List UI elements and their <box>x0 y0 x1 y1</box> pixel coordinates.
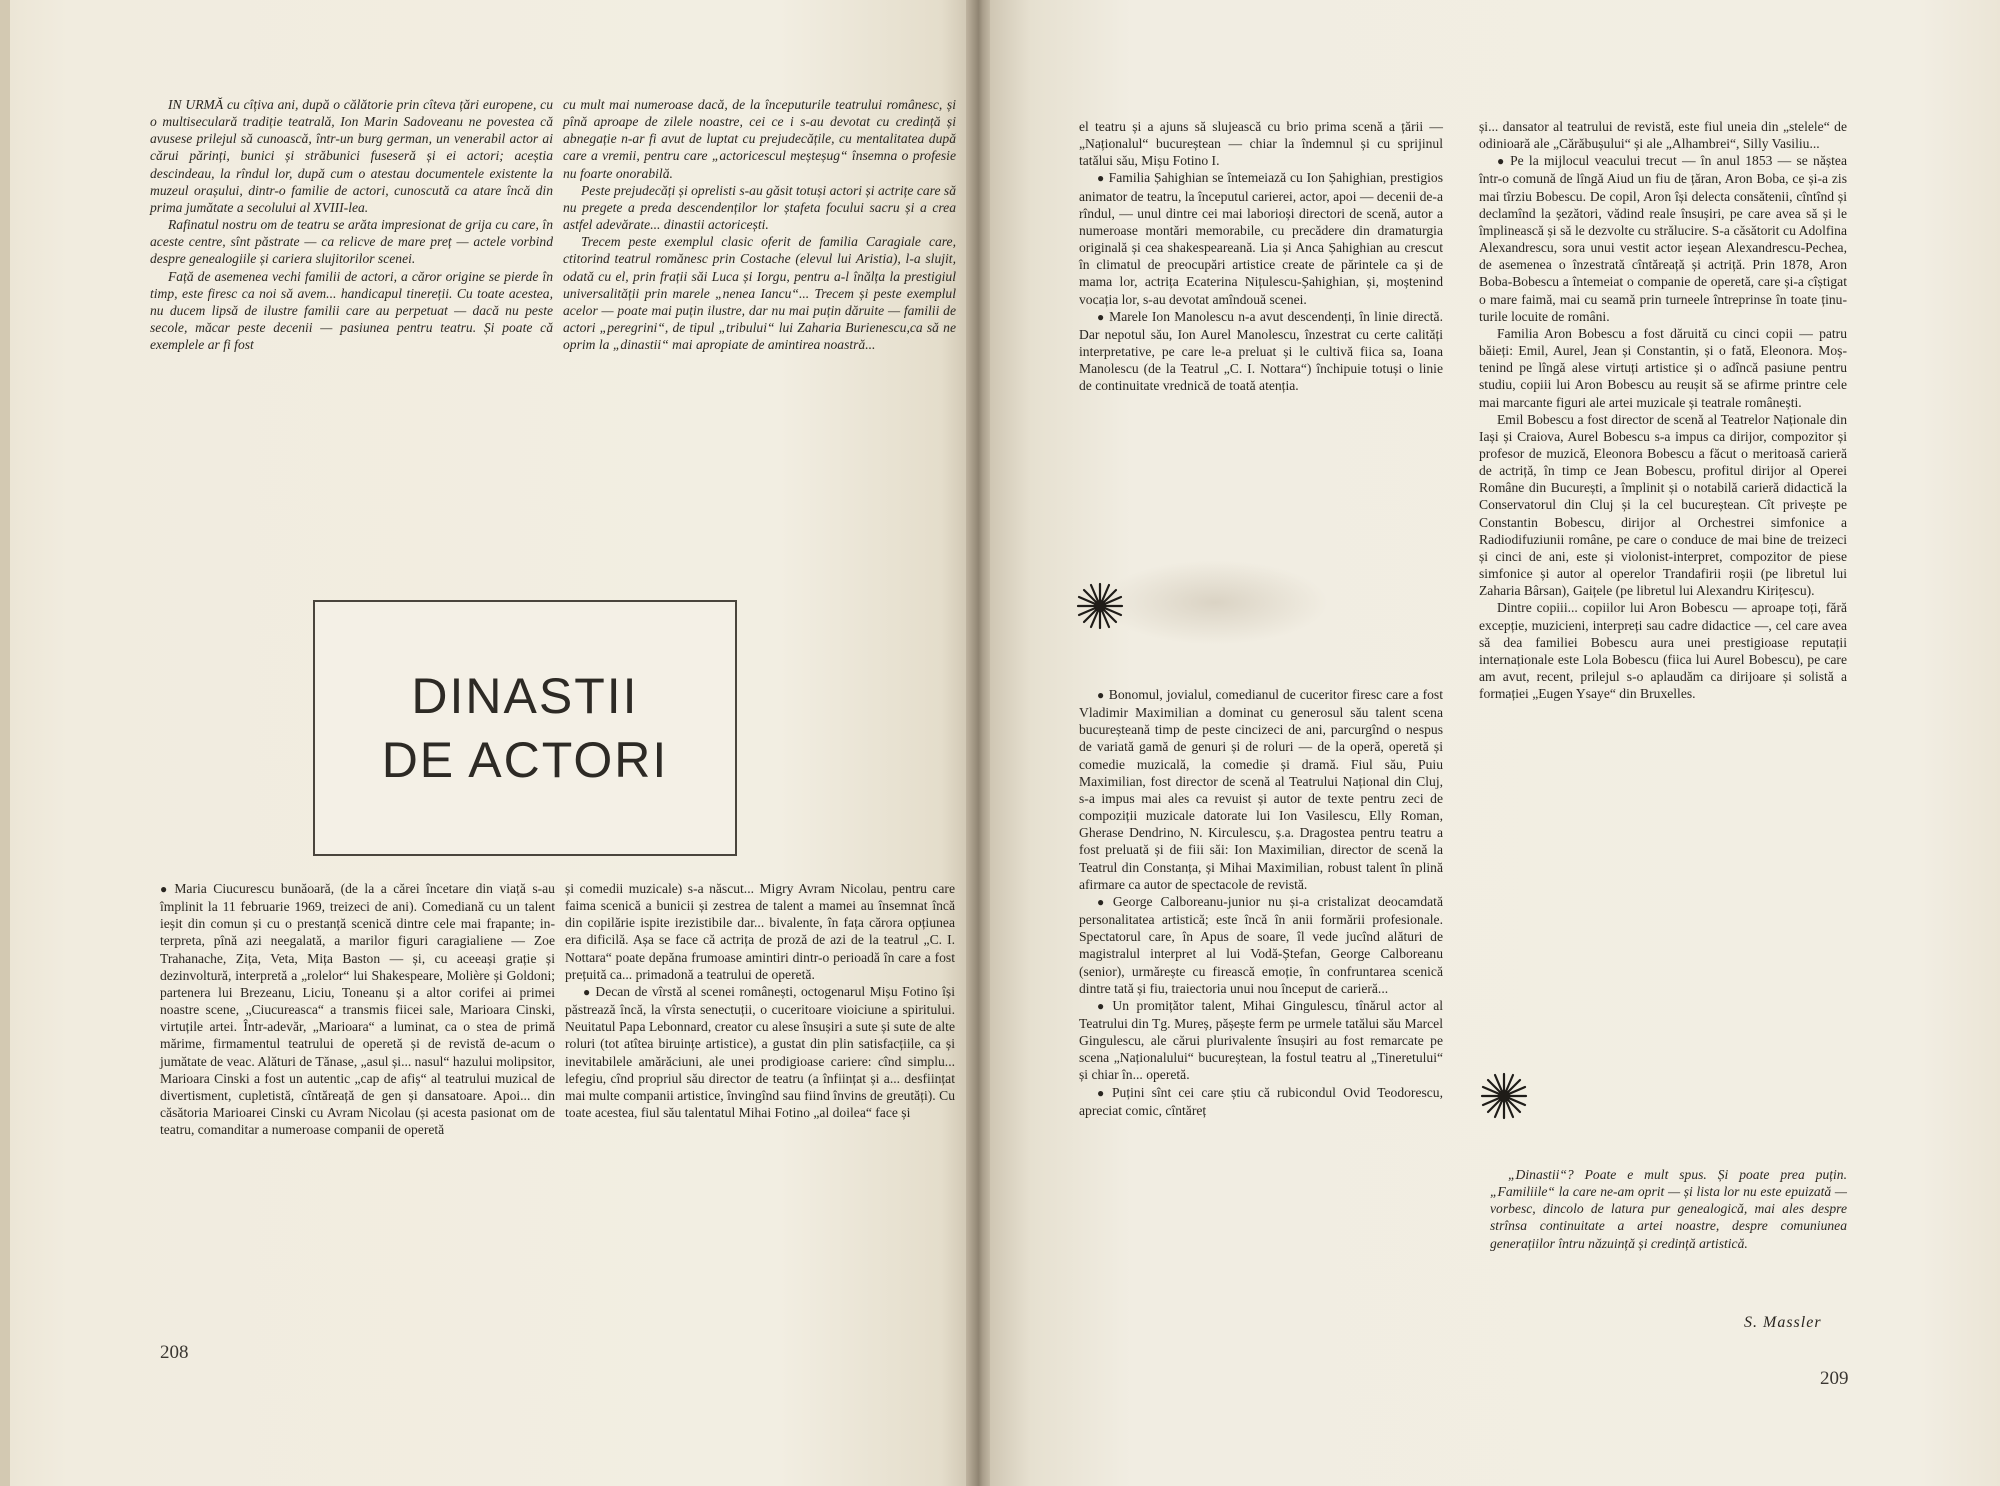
bullet-icon: ● <box>1097 309 1106 324</box>
right-col1-top <box>1079 118 1443 395</box>
closing-paragraph: „Dinastii“? Poate e mult spus. Și poate prea puțin. „Familiile“ la care ne-am oprit — și lista lor nu este epuizată — vorbesc, dincolo de latura pur genealogică, mai ales despre strînsa continuitate a artei noastre, despre comuniunea generațiilor întru năzuință și credință artistică. <box>1490 1167 1847 1251</box>
paragraph: Peste prejudecăți și oprelisti s-au găsit totuși actori și actrițe care să nu pregete a preda descendenților lor ștafeta focului sacru și a crea astfel adevărate... dinastii actoricești. <box>563 182 956 233</box>
paragraph: el teatru și a ajuns să slujească cu brio prima scenă a țării — „Naționalul“ bucureștean — chiar la îndemnul și cu sprijinul tatălui său, Mișu Fotino I. <box>1079 119 1443 169</box>
paragraph: Trecem peste exemplul clasic oferit de familia Caragiale care, ctitorind teatrul romănesc prin Costache (elevul lui Aristia), l-a slujit, odată cu el, prin frații săi Luca și Iorgu, pentru a-l înălța la prestigiul universalității prin marele „nenea Iancu“... Trecem și peste exemplul acelor — poate mai puțin ilustre, dar nu mai puțin dăruite — familii de actori „peregrini“, de tipul „tribului“ lui Zaharia Burienescu,ca să ne oprim la „dinastii“ mai apropiate de amintirea noastră... <box>563 234 956 353</box>
bullet-icon: ● <box>1097 688 1105 702</box>
paragraph <box>1079 686 1443 893</box>
starburst-icon <box>1076 582 1124 630</box>
paragraph: Față de asemenea vechi familii de actori, a căror origine se pierde în timp, este firesc ca noi să avem... handicapul tinereții. Cu toate acestea, nu ducem lipsă de ilustre familii care au perpetuat — dacă nu peste secole, măcar peste decenii — pasiunea pentru teatru. Și poate că exemplele ar fi fost <box>150 268 553 353</box>
paragraph <box>160 880 555 1138</box>
paragraph <box>565 983 955 1121</box>
right-col1-bottom <box>1079 686 1443 1119</box>
paragraph-text: Bonomul, jovialul, comedianul de cuceritor firesc care a fost Vladimir Maximilian a dominat cu generosul său talent scena bucureșteană timp de peste cincizeci de ani, parcurgînd o nespus de variată gamă de genuri și de roluri — de la operă, operetă și comedie muzicală, la comedie și dramă. Fiul său, Puiu Maximilian, fost director de scenă al Teatrului Național din Cluj, s-a impus mai ales ca revuist și autor de texte pentru zeci de compoziții muzicale datorate lui Ion Vasilescu, Elly Roman, Gherase Dendrino, N. Kirculescu, ș.a. Dragostea pentru teatru a fost preluată și de fiii săi: Ion Maximilian, director de scenă la Teatrul din Constanța, și Mihai Maximilian, robust talent în plină afirmare ca autor de spectacole de revistă. <box>1079 687 1443 892</box>
right-closing <box>1490 1166 1847 1252</box>
paragraph-text: Familia Șahighian se întemeiază cu Ion Șahighian, prestigios animator de teatru, la începutul carierei, actor, apoi — decenii de-a rîndul, — unul dintre cei mai laborioși directori de scenă, autor a numeroase montări memorabile, cu precădere din dramaturgia originală și cea shakespeareană. Lia și Anca Șahighian au crescut în climatul de preocupări artistice create de părintele ca și de mama lor, actrița Ecaterina Nițulescu-Șahighian, și, moștenind vocația lor, s-au devotat amîndouă scenei. <box>1079 170 1444 307</box>
starburst-icon <box>1480 1072 1528 1120</box>
paragraph-text: Un promițător talent, Mihai Gingulescu, tînărul actor al Teatrului din Tg. Mureș, pășește ferm pe urmele tatălui său Marcel Gingulescu, ale cărui plurivalente însușiri au fost remarcate pe scena „Naționalului“ bucureștean, la fostul teatru al „Tineretului“ și chiar în... operetă. <box>1079 997 1443 1083</box>
bleed-through-shadow <box>1100 560 1330 645</box>
bullet-icon: ● <box>1097 1085 1108 1100</box>
left-page <box>0 0 970 1486</box>
paragraph <box>1079 169 1443 307</box>
paragraph-text: Decan de vîrstă al scenei românești, octogenarul Mișu Fotino își păstrează încă, la vîrsta senectuții, o cuceritoare vioiciune a spiritului. Neuitatul Papa Lebonnard, creator cu alese însușiri a sute și sute de alte roluri (tot atîtea biruințe artistice), a gustat din plin satisfacțiile, ca și inevitabilele amărăciuni, ale unei prodigioase cariere: cînd simplu... lefegiu, cînd propriul său director de teatru (a înființat și a... desființat mai multe companii artistice, învingînd sau fiind învins de greutăți). Cu toate acestea, fiul său talentatul Mihai Fotino „al doilea“ face și <box>565 983 956 1121</box>
page-number: 209 <box>1820 1368 1849 1389</box>
right-col2 <box>1479 118 1847 702</box>
right-page <box>990 0 2000 1486</box>
paragraph-text: George Calboreanu-junior nu și-a cristalizat deocamdată personalitatea artistică; este încă în anii formării profesionale. Spectatorul care, în Apus de soare, îl vede jucînd alături de magistralul interpret al lui Vodă-Ștefan, George Calboreanu (senior), urmărește cu firească emoție, în confruntarea scenică dintre tată și fiu, traiectoria unui nou început de carieră... <box>1079 893 1443 996</box>
paragraph: Familia Aron Bobescu a fost dăruită cu cinci copii — patru băieți: Emil, Aurel, Jean și Constantin, și o fată, Eleonora. Moștenind pe lîngă alese virtuți artistice și o adîncă pasiune pentru studiu, copiii lui Aron Bobescu au reușit să se afirme printre cele mai marcante figuri ale artei muzicale și teatrale românești. <box>1479 325 1847 410</box>
left-col2-bottom <box>565 880 955 1121</box>
title-line-1: DINASTII <box>411 668 639 724</box>
paragraph <box>1079 893 1443 997</box>
paragraph-text: Pe la mijlocul veacului trecut — în anul 1853 — se năștea într-o comună de lîngă Aiud un fiu de țăran, Aron Boba, ce și-a zis mai tîrziu Bobescu. De copil, Aron își delecta consătenii, cîntînd și declamînd la șezători, vădind reale însușiri, pe care avea să și le împlinească și să le dezvolte cu strălucire. S-a căsătorit cu Adolfina Alexandrescu, sora unui vestit actor ieșean Alexandrescu-Pechea, de asemenea o înzestrată cîntăreață și actriță. Prin 1878, Aron Boba-Bobescu a întemeiat o companie de operetă, care și-a cîștigat o mare faimă, mai cu seamă prin turneele întreprinse în toate ținuturile locuite de români. <box>1479 153 1847 324</box>
title-box <box>313 600 737 856</box>
paragraph-text: Marele Ion Manolescu n-a avut descendenți, în linie directă. Dar nepotul său, Ion Aurel Manolescu, înzestrat cu certe calități interpretative, pe care le-a preluat și le cultivă fiica sa, Ioana Manolescu (de la Teatrul „C. I. Nottara“) închipuie totuși o linie de continuitate vrednică de toată atenția. <box>1079 308 1443 394</box>
left-col2-top <box>563 96 956 353</box>
bullet-icon: ● <box>1097 171 1105 186</box>
paragraph: Emil Bobescu a fost director de scenă al Teatrelor Naționale din Iași și Craiova, Aurel Bobescu s-a impus ca dirijor, compozitor și profesor de muzică, Eleonora Bobescu a făcut o meritoasă carieră de actriță, în timp ce Jean Bobescu, profitul dirijor al Operei Române din București, a împlinit și o notabilă carieră didactică la Conservatorul din Cluj și la cel bucureștean. Cît privește pe Constantin Bobescu, dirijor al Orchestrei simfonice a Radiodifuziunii române, pe care o conduce de mai bine de treizeci și cinci de ani, este și violonist-interpret, compozitor de piese simfonice și autor al operelor Trandafirii roșii (pe libretul lui Zaharia Bârsan), Gaițele (pe libretul lui Alexandru Kirițescu). <box>1479 411 1847 599</box>
left-col1-bottom <box>160 880 555 1138</box>
author-signature: S. Massler <box>1744 1314 1822 1331</box>
bullet-icon: ● <box>583 984 592 999</box>
bullet-icon: ● <box>160 882 171 896</box>
paragraph-text: Maria Ciucurescu bunăoară, (de la a cărei încetare din viață s-au împlinit la 11 februarie 1969, treizeci de ani). Comediană cu un talent ieșit din comun și cu o prestanță scenică dintre cele mai frapante; interpreta, pînă azi neegalată, a marilor figuri caragialiene — Zoe Trahanache, Zița, Veta, Mița Baston — și, cu aceeași grație și dezinvoltură, interpretă a „rolelor“ lui Shakespeare, Molière și Goldoni; partenera lui Brezeanu, Liciu, Toneanu și a altor corifei ai primei noastre scene, „Ciucureasca“ a transmis fiicei sale, Marioara Cinski, virtuțile artei. Într-adevăr, „Marioara“ a luminat, ca o stea de primă mărime, firmamentul teatrului de operetă și de revistă de-acum o jumătate de veac. Alături de Tănase, „asul și... nasul“ hazului molipsitor, Marioara Cinski a fost un autentic „cap de afiș“ al teatrului muzical de divertisment, cupletistă, cîntăreață de gen și dansatoare. Apoi... din căsătoria Marioarei Cinski cu Avram Nicolau (și acesta pasionat om de teatru, comanditar a numeroase companii de operetă <box>160 881 555 1138</box>
paragraph: și comedii muzicale) s-a născut... Migry Avram Nicolau, pentru care faima scenică a bunicii și zestrea de talent a mamei au însemnat încă din copilărie ispite irezistibile dar... bivalente, în fața cărora opțiunea era dificilă. Așa se face că actrița de proză de azi de la teatrul „C. I. Nottara“ poate depăna frumoase amintiri dintr-o perioadă în care a fost prețuită ca... primadonă a teatrului de operetă. <box>565 881 955 982</box>
left-col1-top <box>150 96 553 353</box>
paragraph: și... dansator al teatrului de revistă, este fiul uneia din „stelele“ de odinioară ale „Cărăbușului“ și ale „Alhambrei“, Silly Vasiliu... <box>1479 119 1847 152</box>
paragraph: Dintre copiii... copiilor lui Aron Bobescu — aproape toți, fără excepție, muzicieni, interpreți sau cadre didactice —, cel care avea să dea familiei Bobescu aura unei prestigioase reputații internaționale este Lola Bobescu (fiica lui Aurel Bobescu), pe care am avut, recent, prilejul s-o aplaudăm ca dirijoare și solistă a formației „Eugen Ysaye“ din Bruxelles. <box>1479 600 1847 702</box>
bullet-icon: ● <box>1497 154 1507 169</box>
paragraph <box>1079 308 1443 395</box>
title-line-2: DE ACTORI <box>381 732 669 788</box>
paragraph <box>1479 152 1847 325</box>
paragraph-text: Puțini sînt cei care știu că rubicondul Ovid Teodorescu, apreciat comic, cîntăreț <box>1079 1084 1444 1118</box>
paragraph: Rafinatul nostru om de teatru se arăta impresionat de grija cu care, în aceste centre, sînt păstrate — ca relicve de mare preț — actele vorbind despre genealogiile și cariera slujitorilor scenei. <box>150 217 553 267</box>
paragraph: IN URMĂ cu cîțiva ani, după o călătorie prin cîteva țări europene, cu o multiseculară tradiție teatrală, Ion Marin Sadoveanu ne povestea că avusese prilejul să cunoască, într-un burg german, un venerabil actor ai cărui părinți, bunici și străbunici fuseseră și ei actori; aceștia descindeau, la rîndul lor, după cum o atestau documentele existente la muzeul orașului, dintr-o familie de actori, cunoscută ca atare încă din prima jumătate a secolului al XVIII-lea. <box>150 97 553 215</box>
paragraph: cu mult mai numeroase dacă, de la începuturile teatrului românesc, și pînă aproape de zilele noastre, cei ce i s-au devotat cu credință și abnegație n-ar fi avut de luptat cu prejudecățile, cu mentalitatea după care a vremii, pentru care „actoricescul meșteșug“ însemna o profesie nu foarte onorabilă. <box>563 97 956 181</box>
bullet-icon: ● <box>1097 998 1109 1013</box>
bullet-icon: ● <box>1097 894 1109 909</box>
page-number: 208 <box>160 1342 189 1363</box>
paragraph <box>1079 1084 1443 1119</box>
paragraph <box>1079 997 1443 1084</box>
